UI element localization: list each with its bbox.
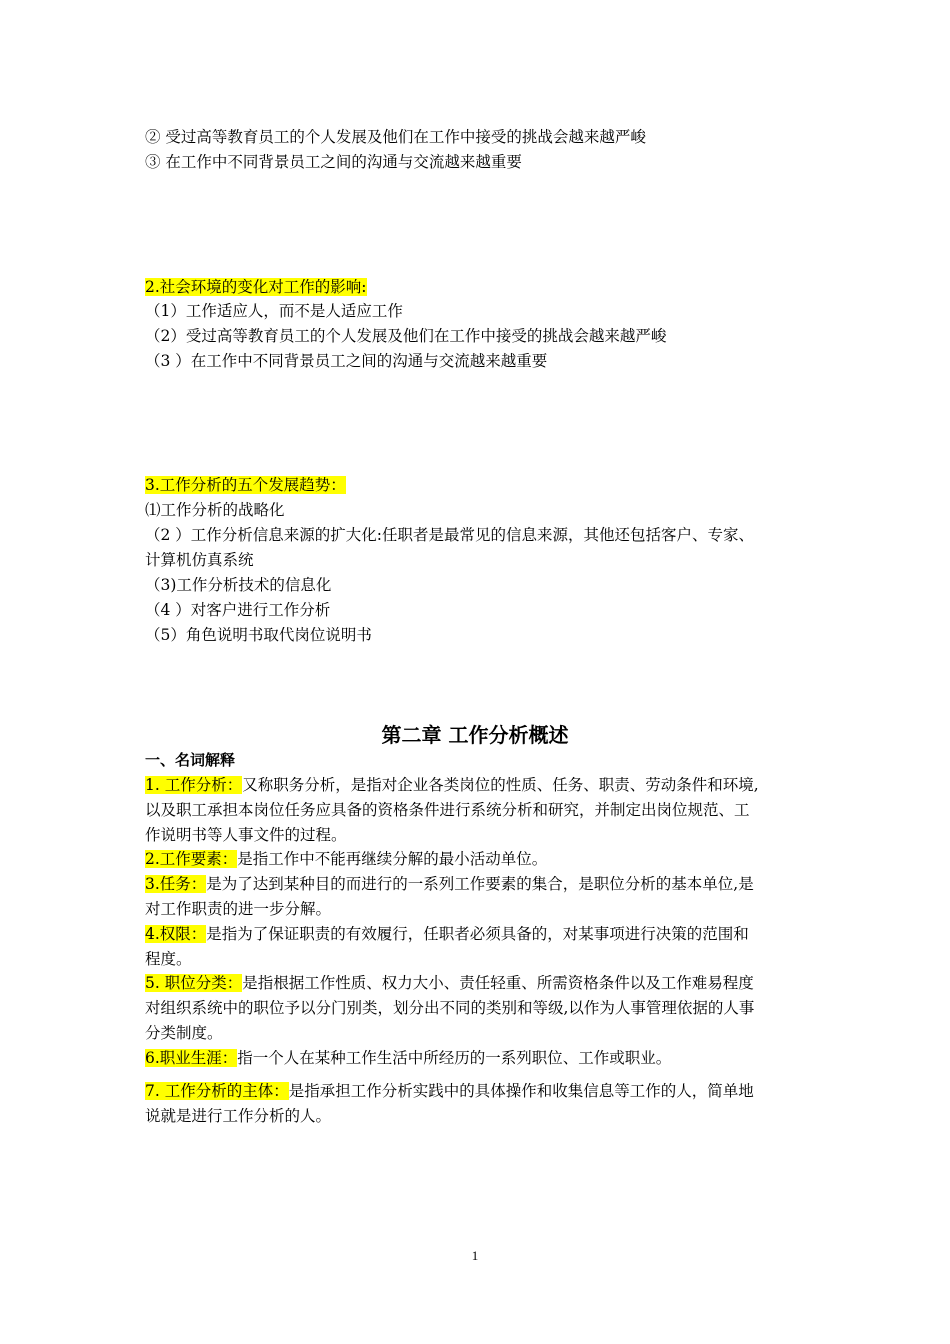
definition-text: 以及职工承担本岗位任务应具备的资格条件进行系统分析和研究，并制定出岗位规范、工 — [145, 801, 750, 819]
highlighted-heading: 2.社会环境的变化对工作的影响: — [145, 278, 367, 296]
list-item: 计算机仿真系统 — [145, 551, 254, 569]
definition-text: 分类制度。 — [145, 1024, 223, 1042]
list-item: ⑴工作分析的战略化 — [145, 501, 285, 519]
definition-text: 是为了达到某种目的而进行的一系列工作要素的集合，是职位分析的基本单位,是 — [206, 875, 754, 893]
list-item: （2）受过高等教育员工的个人发展及他们在工作中接受的挑战会越来越严峻 — [145, 327, 667, 345]
list-item: （1）工作适应人，而不是人适应工作 — [145, 302, 403, 320]
text-line: ③ 在工作中不同背景员工之间的沟通与交流越来越重要 — [145, 153, 522, 171]
list-item: （3 ）在工作中不同背景员工之间的沟通与交流越来越重要 — [145, 352, 548, 370]
definition-term: 2.工作要素： — [145, 850, 238, 868]
definition-text: 是指承担工作分析实践中的具体操作和收集信息等工作的人，简单地 — [288, 1082, 754, 1100]
definition-text: 程度。 — [145, 950, 192, 968]
definition-term: 1. 工作分析： — [145, 776, 243, 794]
definition-text: 说就是进行工作分析的人。 — [145, 1107, 332, 1125]
definition-text: 是指根据工作性质、权力大小、责任轻重、所需资格条件以及工作难易程度 — [242, 974, 754, 992]
definition-term: 4.权限： — [145, 925, 207, 943]
page-number: 1 — [471, 1248, 479, 1263]
definition-text: 作说明书等人事文件的过程。 — [145, 826, 347, 844]
definition-text: 又称职务分析，是指对企业各类岗位的性质、任务、职责、劳动条件和环境, — [242, 776, 759, 794]
list-item: （2 ）工作分析信息来源的扩大化:任职者是最常见的信息来源，其他还包括客户、专家、 — [145, 526, 755, 544]
list-item: （4 ）对客户进行工作分析 — [145, 601, 331, 619]
highlighted-heading: 3.工作分析的五个发展趋势： — [145, 476, 346, 494]
list-item: （5）角色说明书取代岗位说明书 — [145, 626, 372, 644]
chapter-title: 第二章 工作分析概述 — [381, 723, 569, 747]
definition-text: 对工作职责的进一步分解。 — [145, 900, 332, 918]
definition-term: 3.任务： — [145, 875, 207, 893]
definition-text: 是指工作中不能再继续分解的最小活动单位。 — [237, 850, 548, 868]
definition-text: 对组织系统中的职位予以分门别类，划分出不同的类别和等级,以作为人事管理依据的人事 — [145, 999, 755, 1017]
definition-term: 5. 职位分类： — [145, 974, 243, 992]
definition-text: 指一个人在某种工作生活中所经历的一系列职位、工作或职业。 — [237, 1049, 672, 1067]
definition-term: 7. 工作分析的主体： — [145, 1082, 289, 1100]
text-line: ② 受过高等教育员工的个人发展及他们在工作中接受的挑战会越来越严峻 — [145, 128, 646, 146]
definition-term: 6.职业生涯： — [145, 1049, 238, 1067]
list-item: （3)工作分析技术的信息化 — [145, 576, 332, 594]
section-title: 一、名词解释 — [145, 751, 236, 769]
definition-text: 是指为了保证职责的有效履行，任职者必须具备的，对某事项进行决策的范围和 — [206, 925, 749, 943]
